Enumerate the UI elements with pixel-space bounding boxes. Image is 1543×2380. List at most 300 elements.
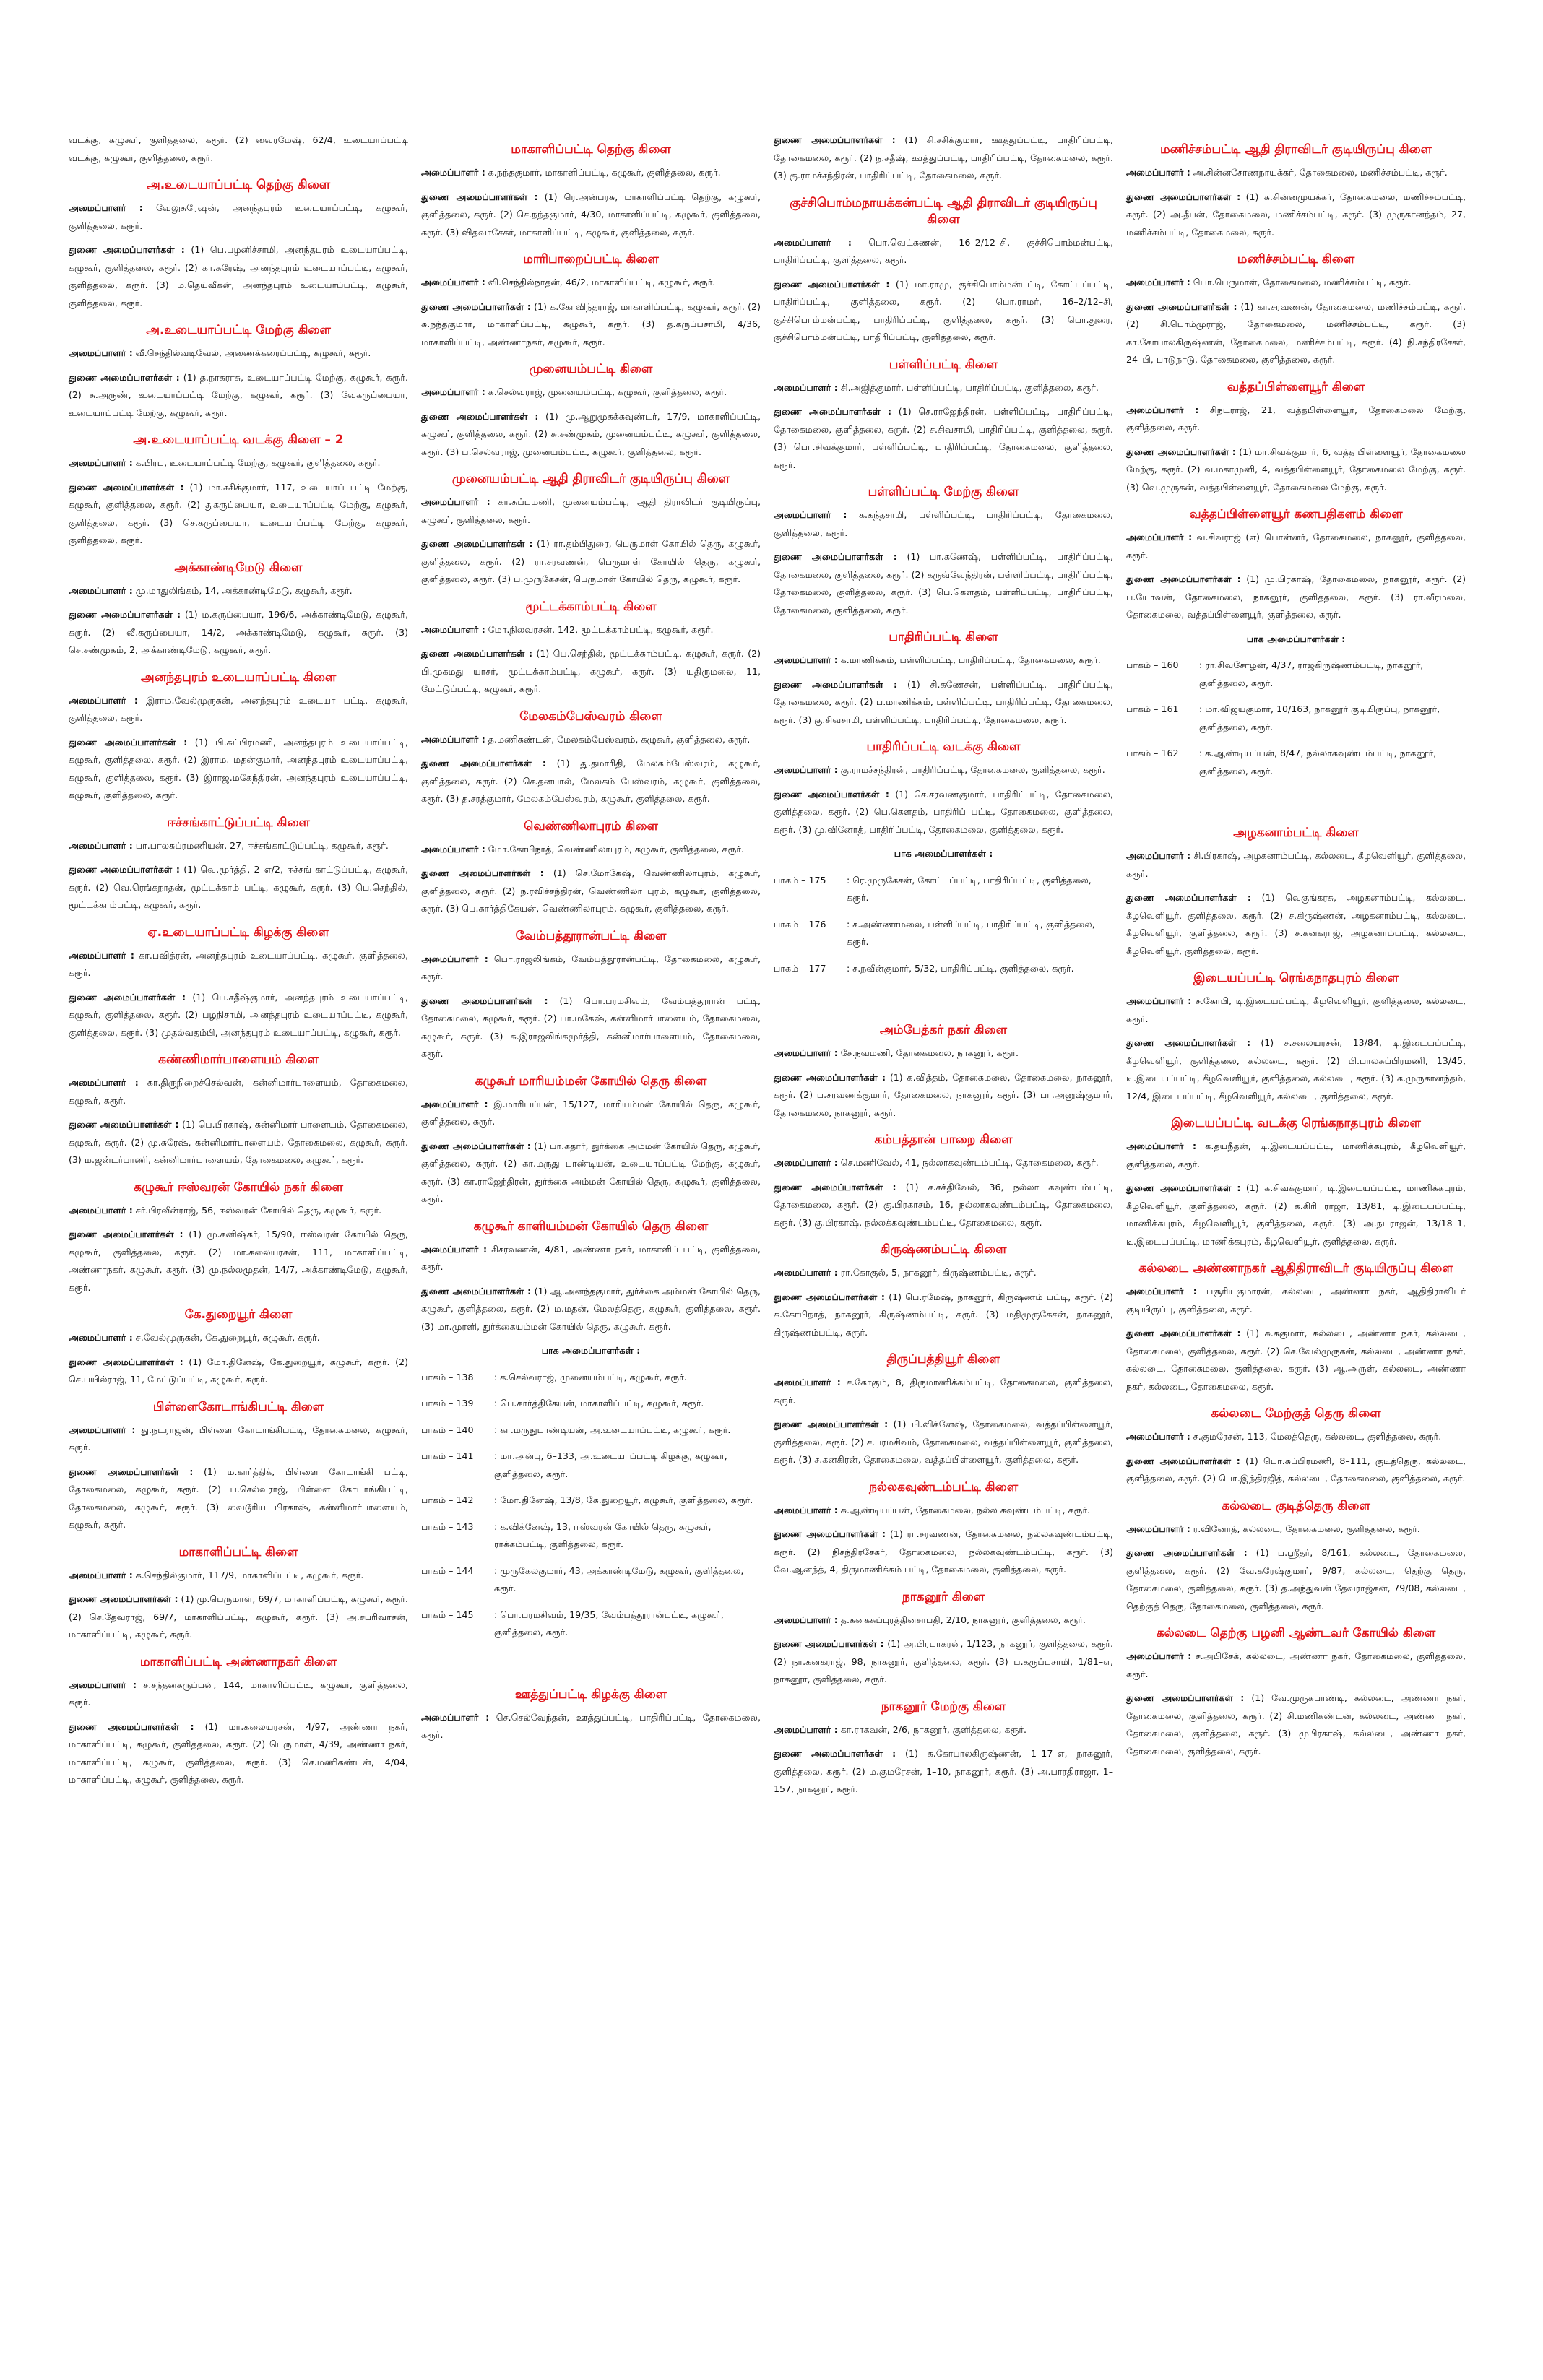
branch-heading: கழுகூர் மாரியம்மன் கோயில் தெரு கிளை [475,1073,707,1089]
role-label: அமைப்பாளர் : [774,509,847,520]
branch-heading: பள்ளிப்பட்டி கிளை [889,357,998,372]
organizer-entry [774,379,1113,397]
organizer-entry [421,493,761,529]
booth-entry [774,916,1113,951]
organizer-entry [421,189,761,242]
organizer-entry [69,989,408,1042]
organizer-entry [1126,1428,1466,1446]
organizer-entry [421,1709,761,1744]
booth-number: பாகம் – 162 [1126,748,1179,758]
organizer-entry [774,1635,1113,1689]
booth-organizer: : முருகேலகுமார், 43, அக்காண்டிமேடு, கழுகூர், குளித்தலை, கரூர். [494,1565,744,1593]
organizer-entry [1126,443,1466,497]
role-label: அமைப்பாளர் : [1126,1523,1190,1534]
role-label: அமைப்பாளர் : [1126,532,1193,542]
entry-text: (1) செ.ராஜேந்திரன், பள்ளிப்பட்டி, பாதிரிப்பட்டி, தோகைமலை, குளித்தலை, கரூர். (2) ச.சிவசாமி, பாதிரிப்பட்டி, குளித்தலை, கரூர். (3) பொ.சிவக்குமார், பள்ளிப்பட்டி, பாதிரிப்பட்டி, தோகைமலை, குளித்தலை, கரூர். [774,406,1113,470]
entry-text: (1) ச.சக்திவேல், 36, நல்லா கவுண்டம்பட்டி, தோகைமலை, கரூர். (2) கு.பிரகாசம், 16, நல்லாகவுண்டம்பட்டி, தோகைமலை, கரூர். (3) கு.பிரகாஷ், நல்லக்கவுண்டம்பட்டி, தோகைமலை, கரூர். [774,1181,1113,1228]
organizer-entry [1126,1325,1466,1395]
role-label: துணை அமைப்பாளர்கள் : [69,864,180,875]
organizer-entry [69,345,408,363]
entry-text: து.நடராஜன், பிள்ளை கோடாங்கிபட்டி, தோகைமலை, கழுகூர், கரூர். [69,1424,408,1453]
entry-text: க.செல்வராஜ், முனையம்பட்டி, கழுகூர், குளித்தலை, கரூர். [485,386,727,397]
entry-text: (1) ரா.தம்பிதுரை, பெருமாள் கோயில் தெரு, கழுகூர், குளித்தலை, கரூர். (2) ரா.சரவணன், பெருமாள் கோயில் தெரு, கழுகூர், குளித்தலை, கரூர். (3) ப.முருகேசன், பெருமாள் கோயில் தெரு, கழுகூர், கரூர். [421,538,761,584]
organizer-entry [1126,274,1466,292]
role-label: அமைப்பாளர் : [774,1157,838,1168]
entry-text: (1) செ.சரவணகுமார், பாதிரிப்பட்டி, தோகைமலை, குளித்தலை, கரூர். (2) பெ.கௌதம், பாதிரிப் பட்டி, தோகைமலை, குளித்தலை, கரூர். (3) மு.வினோத், பாதிரிப்பட்டி, தோகைமலை, குளித்தலை, கரூர். [774,788,1114,835]
branch-heading: மாகாளிப்பட்டி தெற்கு கிளை [511,142,671,157]
booth-organizer: : ரெ.முருகேசன், கோட்டப்பட்டி, பாதிரிப்பட்டி, குளித்தலை, கரூர். [847,874,1092,903]
role-label: அமைப்பாளர் : [69,1204,133,1216]
branch-heading: அம்பேத்கர் நகர் கிளை [880,1023,1007,1037]
entry-text: (1) பொ.சுப்பிரமணி, 8–111, குடித்தெரு, கல்லடை, குளித்தலை, கரூர். (2) பொ.இந்திரஜித், கல்லடை, தோகைமலை, குளித்தலை, கரூர். [1126,1455,1466,1484]
entry-text: (1) த.நாகராசு, உடையாப்பட்டி மேற்கு, கழுகூர், கரூர். (2) சு.அருண், உடையாப்பட்டி மேற்கு, கழுகூர், கரூர். (3) வேகருப்பையா, உடையாப்பட்டி மேற்கு, கழுகூர், கரூர். [69,371,409,418]
entry-text: (1) பா.கணேஷ், பள்ளிப்பட்டி, பாதிரிப்பட்டி, தோகைமலை, குளித்தலை, கரூர். (2) கருவ்வேந்திரன், பள்ளிப்பட்டி, பாதிரிப்பட்டி, தோகைமலை, குளித்தலை, கரூர். (3) பெ.கௌதம், பள்ளிப்பட்டி, பாதிரிப்பட்டி, தோகைமலை, குளித்தலை, கரூர். [774,551,1113,615]
role-label: துணை அமைப்பாளர்கள் : [1126,1455,1240,1466]
organizer-entry [421,621,761,639]
branch-heading: முனையம்பட்டி கிளை [529,362,653,376]
role-label: அமைப்பாளர் : [421,843,485,854]
organizer-entry [421,384,761,402]
organizer-entry [1126,1544,1466,1615]
organizer-entry [69,1463,408,1534]
organizer-entry [774,1069,1113,1122]
organizer-entry [69,1718,408,1789]
role-label: துணை அமைப்பாளர்கள் : [69,1356,183,1367]
entry-text: (1) பி.சுப்பிரமணி, அனந்தபுரம் உடையாப்பட்டி, கழுகூர், குளித்தலை, கரூர். (2) இராம. மதன்குமார், அனந்தபுரம் உடையாப்பட்டி, கழுகூர், குளித்தலை, கரூர். (3) இராஜ.மகேந்திரன், அனந்தபுரம் உடையாப்பட்டி, கழுகூர், குளித்தலை, கரூர். [69,736,408,800]
role-label: அமைப்பாளர் : [1126,995,1192,1006]
organizer-entry [774,1416,1113,1469]
organizer-entry [69,241,408,312]
branch-heading: கிருஷ்ணம்பட்டி கிளை [880,1242,1007,1257]
organizer-entry [421,164,761,182]
organizer-entry [421,298,761,352]
organizer-entry [1126,402,1466,437]
role-label: அமைப்பாளர் : [774,1504,838,1515]
role-label: துணை அமைப்பாளர்கள் : [421,867,544,878]
entry-text: (1) மு.பெருமாள், 69/7, மாகாளிப்பட்டி, கழுகூர், கரூர். (2) செ.தேவராஜ், 69/7, மாகாளிப்பட்டி, கழுகூர், கரூர். (3) அ.சபரிவாசன், மாகாளிப்பட்டி, கழுகூர், கரூர். [69,1593,408,1640]
entry-text: ர.வினோத், கல்லடை, தோகைமலை, குளித்தலை, கரூர். [1190,1523,1420,1534]
role-label: துணை அமைப்பாளர்கள் : [421,410,539,422]
entry-text: த.மணிகண்டன், மேலகம்பேஸ்வரம், கழுகூர், குளித்தலை, கரூர். [485,733,751,745]
role-label: அமைப்பாளர் : [774,381,838,393]
role-label: துணை அமைப்பாளர்கள் : [421,648,533,659]
organizer-entry [421,1241,761,1276]
branch-heading: இடையப்பட்டி வடக்கு ரெங்கநாதபுரம் கிளை [1171,1116,1421,1130]
role-label: அமைப்பாளர் : [774,1047,838,1058]
entry-text: (1) க.சின்னமுயக்கர், தோகைமலை, மணிச்சம்பட்டி, கரூர். (2) அ.தீபன், தோகைமலை, மணிச்சம்பட்டி, கரூர். (3) முருகானந்தம், 27, மணிச்சம்பட்டி, தோகைமலை, கரூர். [1126,191,1466,238]
booth-organizer: : மோ.தினேஷ், 13/8, கே.துறையூர், கழுகூர், குளித்தலை, கரூர். [494,1494,753,1505]
role-label: துணை அமைப்பாளர்கள் : [421,1285,532,1297]
entry-text: சே.நவமணி, தோகைமலை, நாகனூர், கரூர். [837,1047,1019,1058]
booth-number: பாகம் – 140 [421,1424,474,1435]
role-label: அமைப்பாளர் : [1126,850,1191,861]
organizer-entry [69,861,408,914]
booth-number: பாகம் – 160 [1126,659,1179,670]
organizer-entry [69,131,408,167]
organizer-entry [69,837,408,855]
entry-text: (1) மு.பிரகாஷ், தோகைமலை, நாகனூர், கரூர். (2) ப.யோவன், தோகைமலை, நாகனூர், குளித்தலை, கரூர். (3) ரா.வீரமலை, தோகைமலை, வத்தப்பிள்ளையூர், குளித்தலை, கரூர். [1126,574,1466,620]
entry-text: ச.குமரேசன், 113, மேலத்தெரு, கல்லடை, குளித்தலை, கரூர். [1190,1431,1442,1442]
role-label: அமைப்பாளர் : [69,1332,133,1343]
entry-text: ச.வேல்முருகன், கே.துறையூர், கழுகூர், கரூர். [132,1332,320,1343]
role-label: அமைப்பாளர் : [421,277,485,287]
entry-text: (1) செ.மோகேஷ், வெண்ணிலாபுரம், கழுகூர், குளித்தலை, கரூர். (2) ந.ரவிச்சந்திரன், வெண்ணிலா புரம், கழுகூர், குளித்தலை, கரூர். (3) பெ.கார்த்திகேயன், வெண்ணிலாபுரம், கழுகூர், குளித்தலை, கரூர். [421,867,761,914]
organizer-entry [1126,571,1466,624]
branch-heading: கண்ணிமார்பாளையம் கிளை [158,1052,319,1067]
role-label: துணை அமைப்பாளர்கள் : [774,1748,896,1759]
role-label: அமைப்பாளர் : [774,1723,838,1735]
booth-entry [421,1395,761,1413]
role-label: அமைப்பாளர் : [421,1098,488,1109]
organizer-entry [1126,298,1466,369]
column-4 [1126,131,1466,1767]
entry-text: (1) க.வித்தம், தோகைமலை, தோகைமலை, நாகனூர், கரூர். (2) ப.சரவணக்குமார், தோகைமலை, நாகனூர், கரூர். (3) பா.அனுஷ்குமார், தோகைமலை, நாகனூர், கரூர். [774,1071,1113,1118]
organizer-entry [69,947,408,982]
organizer-entry [774,234,1113,269]
branch-heading: பள்ளிப்பட்டி மேற்கு கிளை [868,485,1019,499]
role-label: அமைப்பாளர் : [774,764,838,775]
role-label: அமைப்பாளர் : [774,1614,838,1625]
branch-heading: கல்லடை அண்ணாநகர் ஆதிதிராவிடர் குடியிருப்பு கிளை [1138,1261,1453,1276]
role-label: துணை அமைப்பாளர்கள் : [421,191,538,202]
branch-heading: ஏ.உடையாப்பட்டி கிழக்கு கிளை [147,925,329,940]
entry-text: (1) வே.முருகபாண்டி, கல்லடை, அண்ணா நகர், தோகைமலை, குளித்தலை, கரூர். (2) சி.மணிகண்டன், கல்லடை, அண்ணா நகர், தோகைமலை, குளித்தலை, கரூர். (3) முபிரகாஷ், கல்லடை, அண்ணா நகர், தோகைமலை, குளித்தலை, கரூர். [1126,1692,1466,1757]
organizer-entry [774,1179,1113,1232]
organizer-entry [774,786,1113,839]
organizer-entry [774,131,1113,185]
role-label: அமைப்பாளர் : [69,949,134,961]
entry-text: (1) ரா.சரவணன், தோகைமலை, நல்லகவுண்டம்பட்டி, கரூர். (2) நிசந்திரசேகர், தோகைமலை, நல்லகவுண்டம்பட்டி, கரூர். (3) வே.ஆனந்த், 4, திருமாணிக்கம் பட்டி, தோகைமலை, குளித்தலை, கரூர். [774,1528,1113,1575]
newspaper-page [69,131,1466,2363]
organizer-entry [421,992,761,1063]
entry-text: (1) க.கோவிந்தராஜ், மாகாளிப்பட்டி, கழுகூர், கரூர். (2) சு.நந்தகுமார், மாகாளிப்பட்டி, கழுகூர், கரூர். (3) த.கருப்பசாமி, 4/36, மாகாளிப்பட்டி, அண்ணாநகர், கழுகூர், கரூர். [421,300,761,347]
booth-number: பாகம் – 138 [421,1371,474,1382]
role-label: துணை அமைப்பாளர்கள் : [774,1638,884,1649]
organizer-entry [1126,992,1466,1028]
organizer-entry [421,274,761,292]
role-label: துணை அமைப்பாளர்கள் : [774,1528,886,1539]
role-label: துணை அமைப்பாளர்கள் : [421,300,531,312]
branch-heading: அக்காண்டிமேடு கிளை [174,560,303,575]
entry-text: (1) சி.கணேசன், பள்ளிப்பட்டி, பாதிரிப்பட்டி, தோகைமலை, கரூர். (2) ப.மாணிக்கம், பள்ளிப்பட்டி, பாதிரிப்பட்டி, தோகைமலை, கரூர். (3) கு.சிவசாமி, பள்ளிப்பட்டி, பாதிரிப்பட்டி, தோகைமலை, கரூர். [774,678,1114,725]
branch-heading: மேலகம்பேஸ்வரம் கிளை [519,709,662,724]
role-label: அமைப்பாளர் : [69,202,143,213]
booth-entry [1126,701,1466,736]
entry-text: ச.சந்தனகருப்பன், 144, மாகாளிப்பட்டி, கழுகூர், குளித்தலை, கரூர். [69,1679,409,1708]
organizer-entry [69,606,408,659]
organizer-entry [1126,529,1466,564]
organizer-entry [1126,1453,1466,1488]
booth-organizer: : ரா.சிவசோழன், 4/37, ராஜகிருஷ்ணம்பட்டி, நாகனூர், குளித்தலை, கரூர். [1199,659,1424,688]
organizer-entry [421,1096,761,1131]
booth-number: பாகம் – 177 [774,962,826,974]
role-label: துணை அமைப்பாளர்கள் : [774,278,890,290]
role-label: அமைப்பாளர் : [421,953,488,964]
entry-text: (1) கா.சரவணன், தோகைமலை, மணிச்சம்பட்டி, கரூர். (2) சி.பொம்முராஜ், தோகைமலை, மணிச்சம்பட்டி, கரூர். (3) கா.கோபாலகிருஷ்ணன், தோகைமலை, மணிச்சம்பட்டி, கரூர். (4) நி.சந்திரசேகர், 24–பி, பாடுநாடு, தோகைமலை, குளித்தலை, கரூர். [1126,300,1466,365]
organizer-entry [69,369,408,423]
role-label: துணை அமைப்பாளர்கள் : [421,995,548,1006]
role-label: அமைப்பாளர் : [1126,167,1190,178]
booth-number: பாகம் – 145 [421,1609,474,1620]
branch-heading: கல்லடை மேற்குத் தெரு கிளை [1211,1406,1381,1421]
branch-heading: பிள்ளைகோடாங்கிபட்டி கிளை [152,1399,324,1414]
branch-heading: அ.உடையாப்பட்டி மேற்கு கிளை [146,323,331,337]
organizer-entry [69,199,408,235]
branch-heading: வேம்பத்தூரான்பட்டி கிளை [515,928,667,943]
section-subheading: பாக அமைப்பாளர்கள் : [1246,633,1346,644]
organizer-entry [774,1289,1113,1342]
role-label: அமைப்பாளர் : [69,457,133,468]
role-label: துணை அமைப்பாளர்கள் : [1126,574,1241,584]
branch-heading: முனையம்பட்டி ஆதி திராவிடர் குடியிருப்பு கிளை [451,472,730,486]
branch-heading: மாரிபாறைப்பட்டி கிளை [523,252,659,267]
organizer-entry [1126,1520,1466,1539]
role-label: துணை அமைப்பாளர்கள் : [69,991,186,1003]
branch-heading: கம்பத்தான் பாறை கிளை [874,1133,1013,1147]
booth-number: பாகம் – 161 [1126,704,1179,714]
spacer [421,1650,761,1676]
organizer-entry [69,692,408,727]
role-label: துணை அமைப்பாளர்கள் : [69,1721,194,1732]
booth-number: பாகம் – 141 [421,1450,474,1461]
entry-text: (1) பி.விக்னேஷ், தோகைமலை, வத்தப்பிள்ளையூர், குளித்தலை, கரூர். (2) ச.பரமசிவம், தோகைமலை, வத்தப்பிள்ளையூர், குளித்தலை, கரூர். (3) ச.கனகிரன், தோகைமலை, வத்தப்பிள்ளையூர், குளித்தலை, கரூர். [774,1419,1113,1465]
entry-text: ச.கோபி, டி.இடையப்பட்டி, கீழவெளியூர், குளித்தலை, கல்லடை, கரூர். [1126,995,1466,1024]
role-label: துணை அமைப்பாளர்கள் : [774,788,889,800]
role-label: துணை அமைப்பாளர்கள் : [69,1593,178,1604]
booth-organizer: : கா.மருதுபாண்டியன், அ.உடையாப்பட்டி, கழுகூர், கரூர். [494,1424,731,1435]
role-label: அமைப்பாளர் : [421,623,485,635]
entry-text: ரா.கோகுல், 5, நாகனூர், கிருஷ்ணம்பட்டி, கரூர். [837,1267,1037,1278]
entry-text: கு.ராமச்சந்திரன், பாதிரிப்பட்டி, தோகைமலை, குளித்தலை, கரூர். [837,764,1105,775]
role-label: அமைப்பாளர் : [1126,1286,1197,1297]
booth-number: பாகம் – 142 [421,1494,474,1505]
entry-text: (1) மா.சசிக்குமார், 117, உடையாப் பட்டி மேற்கு, கழுகூர், குளித்தலை, கரூர். (2) துகருப்பையா, உடையாப்பட்டி மேற்கு, கழுகூர், குளித்தலை, கரூர். (3) செ.கருப்பையா, உடையாப்பட்டி மேற்கு, கழுகூர், குளித்தலை, கரூர். [69,481,408,545]
organizer-entry [69,1591,408,1644]
branch-heading: கல்லடை தெற்கு பழனி ஆண்டவர் கோயில் கிளை [1156,1626,1436,1640]
organizer-entry [421,1283,761,1336]
role-label: துணை அமைப்பாளர்கள் : [1126,1037,1251,1048]
organizer-entry [69,734,408,805]
branch-heading: நாகனூர் மேற்கு கிளை [881,1699,1006,1714]
organizer-entry [69,1074,408,1109]
booth-entry [1126,745,1466,780]
entry-text: சு.ஆண்டியப்பன், தோகைமலை, நல்ல கவுண்டம்பட்டி, கரூர். [837,1504,1091,1515]
organizer-entry [1126,189,1466,242]
branch-heading: அ.உடையாப்பட்டி வடக்கு கிளை – 2 [133,433,344,447]
role-label: அமைப்பாளர் : [774,236,852,248]
branch-heading: வத்தப்பிள்ளையூர் கணபதிகளம் கிளை [1189,507,1403,522]
branch-heading: பாதிரிப்பட்டி வடக்கு கிளை [866,740,1021,754]
organizer-entry [421,535,761,589]
booth-entry [421,1448,761,1483]
entry-text: க.மாணிக்கம், பள்ளிப்பட்டி, பாதிரிப்பட்டி, தோகைமலை, கரூர். [837,654,1101,665]
organizer-entry [774,1264,1113,1282]
branch-heading: ஈச்சங்காட்டுப்பட்டி கிளை [167,815,310,830]
booth-organizer: : க.விக்னேஷ், 13, ஈஸ்வரன் கோயில் தெரு, கழுகூர், ராக்கம்பட்டி, குளித்தலை, கரூர். [494,1520,712,1549]
entry-text: வி.செந்தில்நாதன், 46/2, மாகாளிப்பட்டி, கழுகூர், கரூர். [485,277,716,287]
entry-text: (1) க.கோபாலகிருஷ்ணன், 1–17–எ, நாகனூர், குளித்தலை, கரூர். (2) ம.குமரேசன், 1–10, நாகனூர், கரூர். (3) அ.பாரதிராஜா, 1–157, நாகனூர், கரூர். [774,1748,1113,1794]
role-label: துணை அமைப்பாளர்கள் : [69,1119,179,1130]
entry-text: வேலுசுரேஷன், அனந்தபுரம் உடையாப்பட்டி, கழுகூர், குளித்தலை, கரூர். [69,202,408,231]
organizer-entry [774,276,1113,347]
booth-organizer: : க.ஆண்டியப்பன், 8/47, நல்லாகவுண்டம்பட்டி, நாகனூர், குளித்தலை, கரூர். [1199,748,1437,776]
entry-text: பொ.வெட்கணன், 16–2/12–சி, குச்சிபொம்மன்பட்டி, பாதிரிப்பட்டி, குளித்தலை, கரூர். [774,236,1113,265]
booth-number: பாகம் – 139 [421,1398,474,1408]
branch-heading: பாதிரிப்பட்டி கிளை [889,630,998,644]
branch-heading: மணிச்சம்பட்டி ஆதி திராவிடர் குடியிருப்பு கிளை [1159,142,1432,157]
column-1 [69,131,408,1796]
role-label: துணை அமைப்பாளர்கள் : [1126,892,1251,903]
booth-organizer: : ச.நவீன்குமார், 5/32, பாதிரிப்பட்டி, குளித்தலை, கரூர். [847,962,1074,974]
branch-heading: ஊத்துப்பட்டி கிழக்கு கிளை [514,1687,667,1702]
entry-text: (1) ப.ஸ்ரீதர், 8/161, கல்லடை, தோகைமலை, குளித்தலை, கரூர். (2) வே.சுரேஷ்குமார், 9/87, கல்லடை, தெற்கு தெரு, தோகைமலை, குளித்தலை, கரூர். (3) த.அந்துவன் தேவராஜ்கன், 79/08, கல்லடை, தெற்குத் தெரு, தோகைமலை, குளித்தலை, கரூர். [1126,1547,1466,1611]
entry-text: மோ.நிலவரசன், 142, மூட்டக்காம்பட்டி, கழுகூர், கரூர். [485,623,714,635]
branch-heading: மாகாளிப்பட்டி கிளை [178,1544,298,1559]
organizer-entry [421,731,761,749]
role-label: துணை அமைப்பாளர்கள் : [69,736,188,748]
spacer [1126,789,1466,815]
entry-text: (1) வெகுங்கரசு, அழகனாம்பட்டி, கல்லடை, கீழவெளியூர், குளித்தலை, கரூர். (2) ச.கிருஷ்ணன், அழகனாம்பட்டி, கல்லடை, கீழவெளியூர், குளித்தலை, கரூர். (3) ச.கனகராஜ், அழகனாம்பட்டி, கல்லடை, கீழவெளியூர், குளித்தலை, கரூர். [1126,892,1466,956]
entry-text: கா.திருநிறைச்செல்வன், கன்னிமார்பாளையம், தோகைமலை, கழுகூர், கரூர். [69,1077,409,1106]
entry-text: (1) து.தமாரிதி, மேலகம்பேஸ்வரம், கழுகூர், குளித்தலை, கரூர். (2) செ.தனபால், மேலகம் பேஸ்வரம், கழுகூர், குளித்தலை, கரூர். (3) த.சரத்குமார், மேலகம்பேஸ்வரம், கழுகூர், குளித்தலை, கரூர். [421,758,761,804]
role-label: அமைப்பாளர் : [1126,1141,1196,1151]
role-label: துணை அமைப்பாளர்கள் : [69,1229,183,1239]
organizer-entry [1126,1138,1466,1173]
branch-heading: குச்சிபொம்மநாயக்கன்பட்டி ஆதி திராவிடர் குடியிருப்பு கிளை [790,195,1097,227]
column-2 [421,131,761,1751]
entry-text: க.பிரபு, உடையாப்பட்டி மேற்கு, கழுகூர், குளித்தலை, கரூர். [132,457,381,468]
organizer-entry [69,1226,408,1297]
branch-heading: அழகனாம்பட்டி கிளை [1233,826,1359,840]
role-label: அமைப்பாளர் : [69,694,138,706]
entry-text: சிநடராஜ், 21, வத்தபிள்ளையூர், தோகைமலை மேற்கு, குளித்தலை, கரூர். [1126,404,1466,433]
booth-entry [421,1369,761,1387]
booth-entry [421,1492,761,1510]
booth-number: பாகம் – 175 [774,874,826,886]
role-label: அமைப்பாளர் : [774,1267,838,1278]
role-label: அமைப்பாளர் : [421,386,485,397]
organizer-entry [1126,1689,1466,1760]
entry-text: சர்.பிரவீன்ராஜ், 56, ஈஸ்வரன் கோயில் தெரு, கழுகூர், கரூர். [132,1204,382,1216]
role-label: அமைப்பாளர் : [421,733,485,745]
role-label: அமைப்பாளர் : [69,1077,139,1088]
branch-heading: நாகனூர் கிளை [902,1589,985,1604]
organizer-entry [69,479,408,550]
spacer [774,986,1113,1012]
entry-text: (1) மா.சிவக்குமார், 6, வத்த பிள்ளையூர், தோகைமலை மேற்கு, கரூர். (2) வ.மகாமுனி, 4, வத்தபிள்ளையூர், தோகைமலை மேற்கு, கரூர். (3) வெ.முருகன், வத்தபிள்ளையூர், தோகைமலை மேற்கு, கரூர். [1126,446,1466,493]
organizer-entry [421,1138,761,1208]
entry-text: சிசரவணன், 4/81, அண்ணா நகர், மாகாளிப் பட்டி, குளித்தலை, கரூர். [421,1243,761,1272]
organizer-entry [774,761,1113,779]
booth-entry [421,1562,761,1598]
role-label: அமைப்பாளர் : [421,167,485,178]
organizer-entry [69,1202,408,1220]
entry-text: த.கனகசுப்புரத்தினசாபதி, 2/10, நாகனூர், குளித்தலை, கரூர். [837,1614,1086,1625]
role-label: துணை அமைப்பாளர்கள் : [1126,446,1236,457]
entry-text: (1) சி.சசிக்குமார், ஊத்துப்பட்டி, பாதிரிப்பட்டி, தோகைமலை, கரூர். (2) ந.சதீஷ், ஊத்துப்பட்டி, பாதிரிப்பட்டி, தோகைமலை, கரூர். (3) கு.ராமச்சந்திரன், பாதிரிப்பட்டி, தோகைமலை, கரூர். [774,134,1113,181]
branch-heading: கழுகூர் காளியம்மன் கோயில் தெரு கிளை [473,1219,709,1234]
role-label: துணை அமைப்பாளர்கள் : [774,1291,885,1302]
organizer-entry [774,1374,1113,1409]
organizer-entry [69,1567,408,1585]
organizer-entry [69,454,408,472]
organizer-entry [421,841,761,859]
entry-text: பா.பாலசுப்ரமணியன், 27, ஈச்சங்காட்டுப்பட்டி, கழுகூர், கரூர். [132,839,389,851]
role-label: துணை அமைப்பாளர்கள் : [69,481,184,493]
role-label: துணை அமைப்பாளர்கள் : [774,134,896,145]
role-label: அமைப்பாளர் : [1126,404,1199,415]
entry-text: மு.மாதுலிங்கம், 14, அக்காண்டிமேடு, கழுகூர், கரூர். [132,584,353,596]
role-label: துணை அமைப்பாளர்கள் : [1126,1692,1245,1703]
entry-text: (1) மா.கலையரசன், 4/97, அண்ணா நகர், மாகாளிப்பட்டி, கழுகூர், குளித்தலை, கரூர். (2) பெருமாள், 4/39, அண்ணா நகர், மாகாளிப்பட்டி, கழுகூர், குளித்தலை, கரூர். (3) செ.மணிகண்டன், 4/04, மாகாளிப்பட்டி, கழுகூர், குளித்தலை, கரூர். [69,1721,409,1785]
branch-heading: கழுகூர் ஈஸ்வரன் கோயில் நகர் கிளை [134,1180,343,1195]
entry-text: (1) ஆ.அனந்தகுமார், துர்க்கை அம்மன் கோயில் தெரு, கழுகூர், குளித்தலை, கரூர். (2) ம.மதன், மேலத்தெரு, கழுகூர், குளித்தலை, கரூர். (3) மா.முரளி, துர்க்கையம்மன் கோயில் தெரு, கழுகூர், கரூர். [421,1285,761,1332]
entry-text: வ.சிவராஜ் (எ) பொன்னர், தோகைமலை, நாகனூர், குளித்தலை, கரூர். [1126,532,1466,561]
booth-organizer: : பெ.கார்த்திகேயன், மாகாளிப்பட்டி, கழுகூர், கரூர். [494,1398,704,1408]
organizer-entry [774,403,1113,474]
organizer-entry [69,1421,408,1457]
branch-heading: கே.துறையூர் கிளை [184,1307,293,1322]
entry-text: இ.மாரியப்பன், 15/127, மாரியம்மன் கோயில் தெரு, கழுகூர், குளித்தலை, கரூர். [421,1098,761,1127]
entry-text: கா.பவித்ரன், அனந்தபுரம் உடையாப்பட்டி, கழுகூர், குளித்தலை, கரூர். [69,949,408,978]
section-subheading: பாக அமைப்பாளர்கள் : [541,1345,641,1356]
column-3 [774,131,1113,1805]
entry-text: (1) மு.ஆறுமுகக்கவுண்டர், 17/9, மாகாளிப்பட்டி, கழுகூர், குளித்தலை, கரூர். (2) சு.சண்முகம், முனையம்பட்டி, கழுகூர், குளித்தலை, கரூர். (3) ப.செல்வராஜ், முனையம்பட்டி, கழுகூர், குளித்தலை, கரூர். [421,410,761,457]
role-label: துணை அமைப்பாளர்கள் : [774,1419,889,1429]
role-label: துணை அமைப்பாளர்கள் : [421,538,533,549]
entry-text: வடக்கு, கழுகூர், குளித்தலை, கரூர். (2) வைரமேஷ், 62/4, உடையாப்பட்டி வடக்கு, கழுகூர், குளித்தலை, கரூர். [69,134,408,163]
role-label: அமைப்பாளர் : [421,1243,487,1255]
entry-text: க.நந்தகுமார், மாகாளிப்பட்டி, கழுகூர், குளித்தலை, கரூர். [485,167,721,178]
organizer-entry [69,582,408,600]
entry-text: சி.பிரகாஷ், அழகனாம்பட்டி, கல்லடை, கீழவெளியூர், குளித்தலை, கரூர். [1126,850,1466,879]
organizer-entry [421,645,761,698]
entry-text: ச.கோகும், 8, திருமாணிக்கம்பட்டி, தோகைமலை, குளித்தலை, கரூர். [774,1377,1114,1406]
organizer-entry [1126,1283,1466,1318]
organizer-entry [774,652,1113,670]
entry-text: பொ.பெருமாள், தோகைமலை, மணிச்சம்பட்டி, கரூர். [1190,277,1412,287]
entry-text: அ.சின்னசோணநாயக்கர், தோகைமலை, மணிச்சம்பட்டி, கரூர். [1190,167,1448,178]
entry-text: (1) பெ.பிரகாஷ், கன்னிமார் பாளையம், தோகைமலை, கழுகூர், கரூர். (2) மு.சுரேஷ், கன்னிமார்பாளையம், தோகைமலை, கழுகூர், கரூர். (3) ம.ஜன்டர்பாணி, கன்னிமார்பாளையம், தோகைமலை, கழுகூர், கரூர். [69,1119,408,1165]
entry-text: (1) மா.ராமு, குச்சிபொம்மன்பட்டி, கோட்டப்பட்டி, பாதிரிப்பட்டி, குளித்தலை, கரூர். (2) பொ.ராமர், 16–2/12–சி, குச்சிபொம்மன்பட்டி, பாதிரிப்பட்டி, குளித்தலை, கரூர். (3) பொ.துரை, குச்சிபொம்மன்பட்டி, பாதிரிப்பட்டி, குளித்தலை, கரூர். [774,278,1114,342]
entry-text: (1) சு.சுகுமார், கல்லடை, அண்ணா நகர், கல்லடை, தோகைமலை, குளித்தலை, கரூர். (2) செ.வேல்முருகன், கல்லடை, அண்ணா நகர், கல்லடை, தோகைமலை, குளித்தலை, கரூர். (3) ஆ.அருள், கல்லடை, அண்ணா நகர், கல்லடை, தோகைமலை, கரூர். [1126,1328,1466,1392]
role-label: துணை அமைப்பாளர்கள் : [69,1466,194,1477]
organizer-entry [69,1329,408,1347]
booth-entry [1126,657,1466,692]
branch-heading: மணிச்சம்பட்டி கிளை [1237,252,1355,267]
branch-heading: வத்தப்பிள்ளையூர் கிளை [1227,379,1365,394]
entry-text: மோ.கோபிநாத், வெண்ணிலாபுரம், கழுகூர், குளித்தலை, கரூர். [485,843,744,854]
organizer-entry [774,1526,1113,1579]
role-label: துணை அமைப்பாளர்கள் : [69,244,185,255]
organizer-entry [1126,164,1466,182]
role-label: துணை அமைப்பாளர்கள் : [421,1140,531,1151]
organizer-entry [421,865,761,918]
role-label: அமைப்பாளர் : [69,1569,133,1580]
role-label: அமைப்பாளர் : [1126,1431,1190,1442]
organizer-entry [69,1116,408,1169]
entry-text: (1) ம.கருப்பையா, 196/6, அக்காண்டிமேடு, கழுகூர், கரூர். (2) வீ.கருப்பையா, 14/2, அக்காண்டிமேடு, கழுகூர், கரூர். (3) செ.சண்முகம், 2, அக்காண்டிமேடு, கழுகூர், கரூர். [69,609,408,655]
organizer-entry [774,1611,1113,1630]
branch-heading: வெண்ணிலாபுரம் கிளை [524,818,658,834]
role-label: துணை அமைப்பாளர்கள் : [69,609,181,620]
entry-text: (1) அ.பிரபாகரன், 1/123, நாகனூர், குளித்தலை, கரூர். (2) நா.கனகராஜ், 98, நாகனூர், குளித்தலை, கரூர். (3) ப.கருப்பசாமி, 1/81–எ, நாகனூர், குளித்தலை, கரூர். [774,1638,1113,1684]
role-label: அமைப்பாளர் : [1126,1650,1192,1661]
booth-entry [421,1606,761,1642]
entry-text: (1) பொ.பரமசிவம், வேம்பத்தூரான் பட்டி, தோகைமலை, கழுகூர், கரூர். (2) பா.மகேஷ், கன்னிமார்பாளையம், தோகைமலை, கழுகூர், கரூர். (3) சு.இராஜலிங்கமூர்த்தி, கன்னிமார்பாளையம், தோகைமலை, கரூர். [421,995,761,1059]
booth-number: பாகம் – 143 [421,1520,474,1532]
role-label: அமைப்பாளர் : [69,839,133,851]
